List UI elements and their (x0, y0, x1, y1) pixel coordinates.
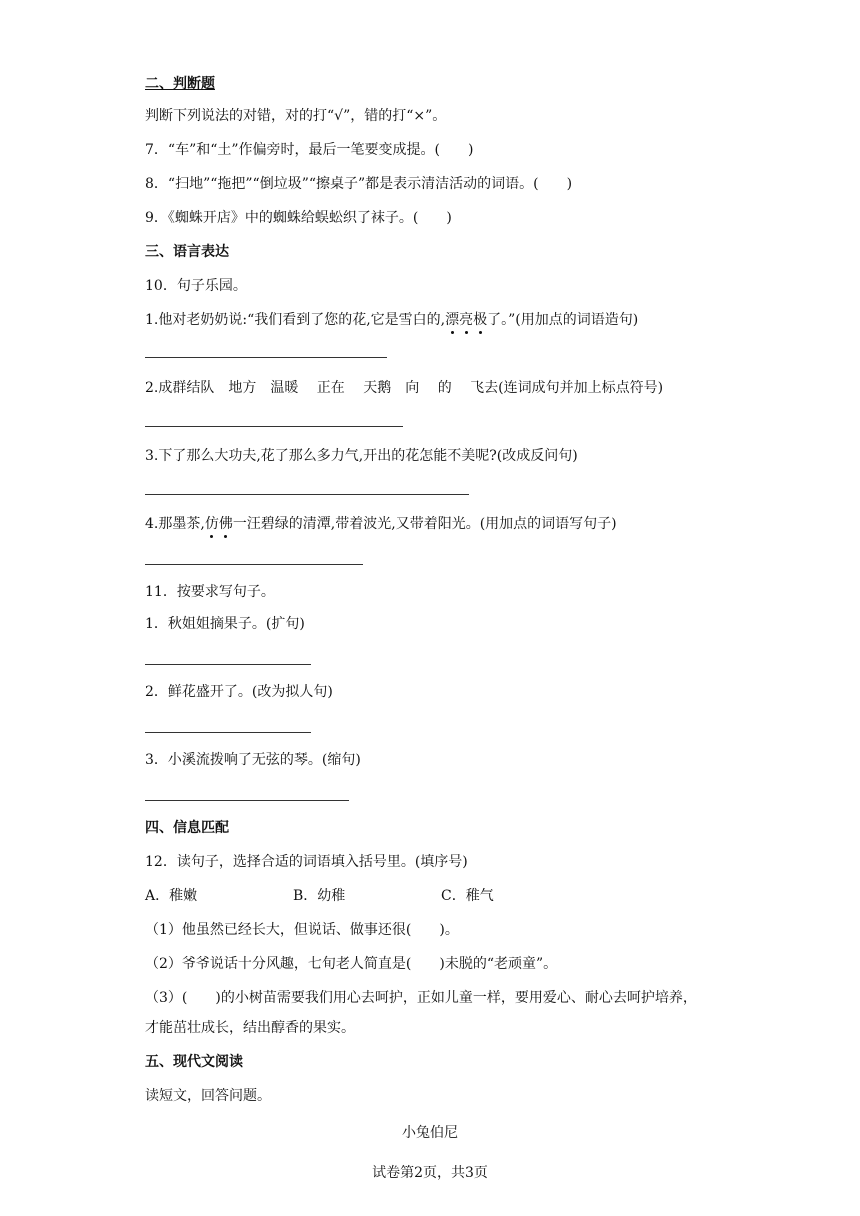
answer-line-10-1[interactable] (145, 357, 387, 358)
question-12-3-continued: 才能茁壮成长，结出醇香的果实。 (145, 1020, 355, 1036)
section-heading-matching: 四、信息匹配 (145, 820, 229, 836)
option-c: C．稚气 (441, 888, 494, 904)
option-b: B．幼稚 (293, 888, 346, 904)
q10-4-dotted-char: 佛 (218, 516, 233, 532)
question-12-2: （2）爷爷说话十分风趣，七旬老人简直是( )未脱的“老顽童”。 (145, 956, 558, 972)
page-footer: 试卷第2页，共3页 (372, 1165, 488, 1181)
q10-1-dotted-char: 极 (473, 312, 488, 328)
question-11: 11．按要求写句子。 (145, 584, 275, 600)
q10-1-text-post: 了。”(用加点的词语造句) (487, 312, 639, 328)
judgement-instruction: 判断下列说法的对错，对的打“√”，错的打“×”。 (145, 108, 447, 124)
answer-line-10-3[interactable] (145, 494, 469, 495)
question-8: 8．“扫地”“拖把”“倒垃圾”“擦桌子”都是表示清洁活动的词语。( ) (145, 176, 573, 192)
reading-instruction: 读短文，回答问题。 (145, 1088, 271, 1104)
answer-line-10-2[interactable] (145, 426, 403, 427)
q10-1-dotted-char: 亮 (459, 312, 474, 328)
answer-line-11-2[interactable] (145, 732, 311, 733)
question-9: 9．《蜘蛛开店》中的蜘蛛给蜈蚣织了袜子。( ) (145, 210, 452, 226)
section-heading-judgement: 二、判断题 (145, 76, 215, 92)
answer-line-11-1[interactable] (145, 664, 311, 665)
question-10-2: 2.成群结队 地方 温暖 正在 天鹅 向 的 飞去(连词成句并加上标点符号) (145, 380, 664, 396)
q10-4-text-post: 一汪碧绿的清潭,带着波光,又带着阳光。(用加点的词语写句子) (232, 516, 617, 532)
question-11-2: 2．鲜花盛开了。(改为拟人句) (145, 684, 333, 700)
question-10-1 (145, 310, 638, 330)
question-10-4 (145, 514, 617, 534)
q10-4-dotted-char: 仿 (204, 516, 219, 532)
question-11-3: 3．小溪流拨响了无弦的琴。(缩句) (145, 752, 361, 768)
q10-4-text-pre: 4.那墨茶, (145, 516, 205, 532)
section-heading-expression: 三、语言表达 (145, 244, 229, 260)
question-11-1: 1．秋姐姐摘果子。(扩句) (145, 616, 305, 632)
q10-1-text-pre: 1.他对老奶奶说:“我们看到了您的花,它是雪白的, (145, 312, 446, 328)
section-heading-reading: 五、现代文阅读 (145, 1054, 243, 1070)
answer-line-11-3[interactable] (145, 800, 349, 801)
q10-1-dotted-char: 漂 (445, 312, 460, 328)
question-12-3: （3）( )的小树苗需要我们用心去呵护，正如儿童一样，要用爱心、耐心去呵护培养， (145, 990, 697, 1006)
question-12-1: （1）他虽然已经长大，但说话、做事还很( )。 (145, 922, 459, 938)
question-12-options (145, 886, 494, 906)
question-7: 7．“车”和“土”作偏旁时，最后一笔要变成提。( ) (145, 142, 474, 158)
story-title: 小兔伯尼 (402, 1125, 458, 1141)
question-10-3: 3.下了那么大功夫,花了那么多力气,开出的花怎能不美呢?(改成反问句) (145, 448, 578, 464)
answer-line-10-4[interactable] (145, 564, 363, 565)
question-12: 12．读句子，选择合适的词语填入括号里。(填序号) (145, 854, 468, 870)
option-a: A．稚嫩 (145, 888, 198, 904)
question-10: 10．句子乐园。 (145, 278, 247, 294)
